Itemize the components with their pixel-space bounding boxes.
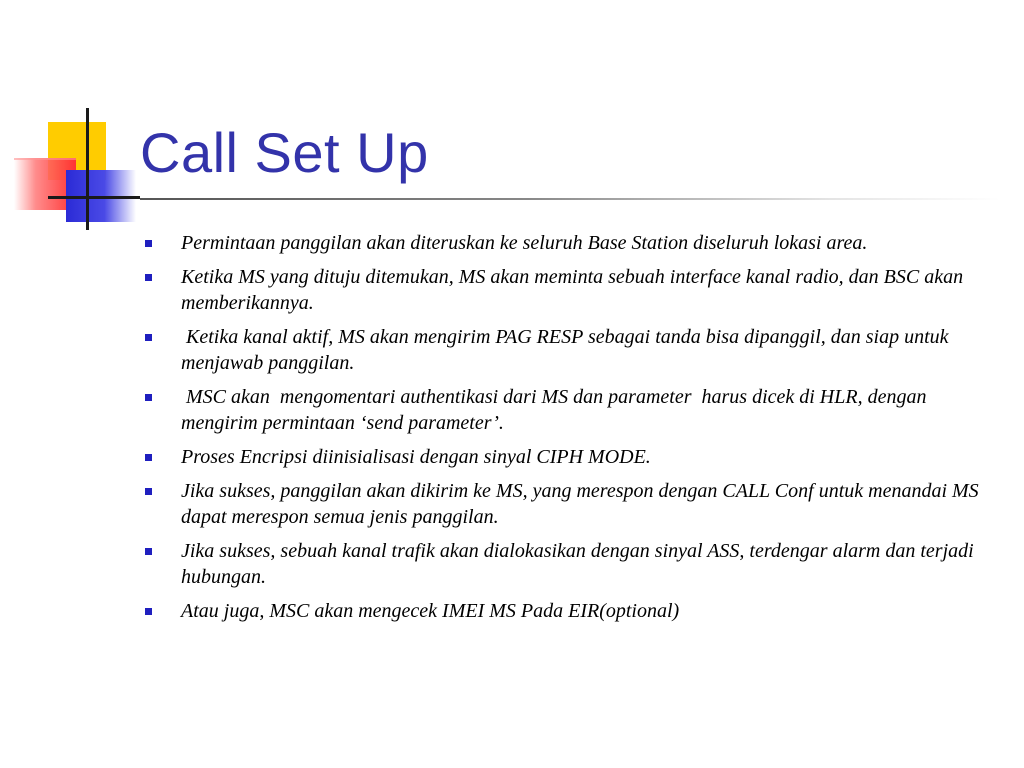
decorative-logo-graphic xyxy=(0,100,140,240)
list-item xyxy=(140,230,980,256)
list-item xyxy=(140,598,980,624)
square-bullet-icon xyxy=(145,488,152,495)
bullet-text: Jika sukses, sebuah kanal trafik akan dialokasikan dengan sinyal ASS, terdengar alarm dan terjadi hubungan. xyxy=(181,540,979,588)
bullet-text: Ketika kanal aktif, MS akan mengirim PAG RESP sebagai tanda bisa dipanggil, dan siap untuk menjawab panggilan. xyxy=(181,326,954,374)
square-bullet-icon xyxy=(145,608,152,615)
bullet-text: MSC akan mengomentari authentikasi dari MS dan parameter harus dicek di HLR, dengan mengirim permintaan ‘send parameter’. xyxy=(181,386,932,434)
bullet-text: Permintaan panggilan akan diteruskan ke seluruh Base Station diseluruh lokasi area. xyxy=(181,232,868,254)
list-item xyxy=(140,538,980,590)
bullet-text: Atau juga, MSC akan mengecek IMEI MS Pada EIR(optional) xyxy=(181,600,680,622)
list-item xyxy=(140,444,980,470)
square-bullet-icon xyxy=(145,394,152,401)
square-bullet-icon xyxy=(145,548,152,555)
list-item xyxy=(140,478,984,530)
list-item xyxy=(140,324,980,376)
bullet-text: Proses Encripsi diinisialisasi dengan sinyal CIPH MODE. xyxy=(181,446,651,468)
bullet-text: Ketika MS yang dituju ditemukan, MS akan meminta sebuah interface kanal radio, dan BSC akan memberikannya. xyxy=(181,266,969,314)
logo-horizontal-line xyxy=(48,196,140,199)
slide-title: Call Set Up xyxy=(140,121,429,184)
logo-vertical-line xyxy=(86,108,89,230)
square-bullet-icon xyxy=(145,454,152,461)
list-item xyxy=(140,264,980,316)
list-item xyxy=(140,384,980,436)
bullet-text: Jika sukses, panggilan akan dikirim ke MS, yang merespon dengan CALL Conf untuk menandai MS dapat merespon semua jenis panggilan. xyxy=(181,480,984,528)
title-divider xyxy=(140,198,1000,200)
bullet-list xyxy=(140,230,984,632)
square-bullet-icon xyxy=(145,274,152,281)
square-bullet-icon xyxy=(145,334,152,341)
square-bullet-icon xyxy=(145,240,152,247)
